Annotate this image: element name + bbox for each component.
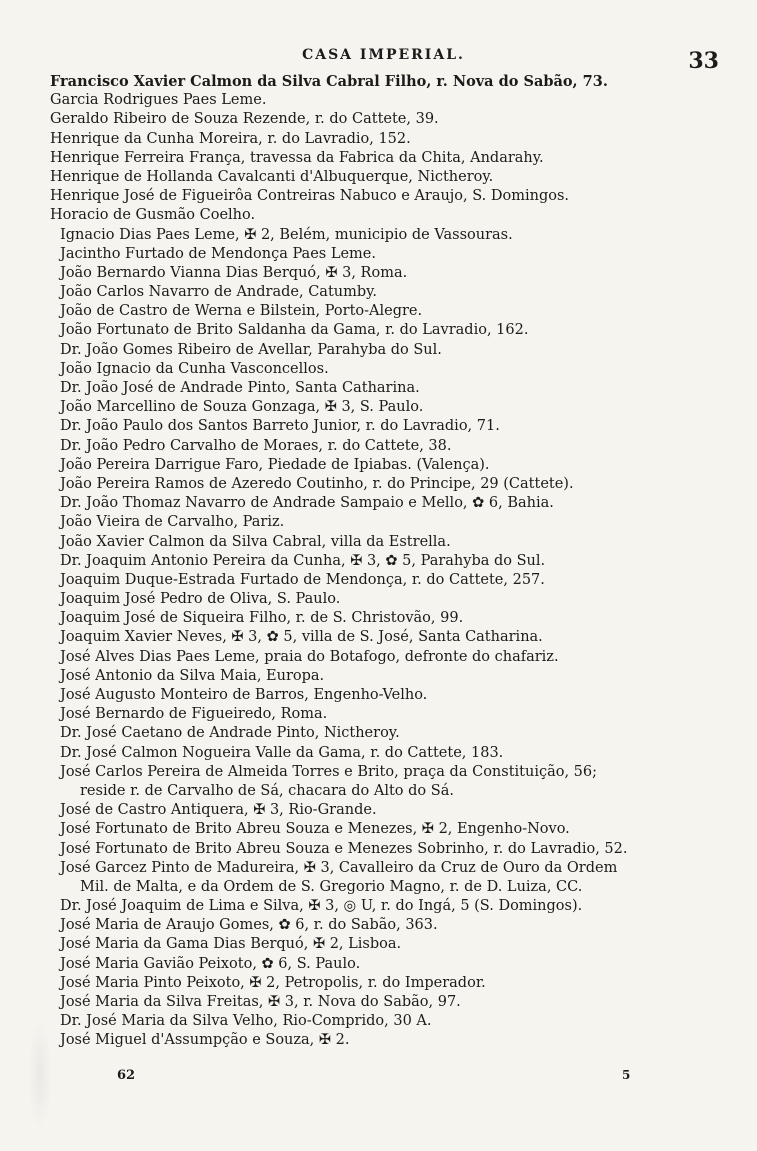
list-item: Geraldo Ribeiro de Souza Rezende, r. do Cattete, 39. [50, 111, 439, 128]
list-item: José Bernardo de Figueiredo, Roma. [60, 706, 328, 723]
list-item: Dr. João José de Andrade Pinto, Santa Catharina. [60, 380, 420, 396]
list-item: Joaquim José de Siqueira Filho, r. de S. Christovão, 99. [60, 610, 464, 627]
list-item: Garcia Rodrigues Paes Leme. [50, 92, 267, 109]
list-item: José Maria Gavião Peixoto, ✿ 6, S. Paulo. [60, 955, 361, 972]
list-item: João Fortunato de Brito Saldanha da Gama, r. do Lavradio, 162. [60, 322, 529, 339]
list-item: João Pereira Ramos de Azeredo Coutinho, r. do Principe, 29 (Cattete). [60, 475, 574, 492]
list-item: José Augusto Monteiro de Barros, Engenho-Velho. [60, 687, 428, 703]
list-item: Joaquim Xavier Neves, ✠ 3, ✿ 5, villa de S. José, Santa Catharina. [60, 629, 543, 646]
list-item: José Garcez Pinto de Madureira, ✠ 3, Cavalleiro da Cruz de Ouro da Ordem [60, 859, 618, 876]
signature-mark-right: 5 [622, 1068, 631, 1082]
list-item-continuation: reside r. de Carvalho de Sá, chacara do Alto do Sá. [80, 782, 454, 799]
list-item: José Maria de Araujo Gomes, ✿ 6, r. do Sabão, 363. [60, 917, 438, 934]
list-item: João de Castro de Werna e Bilstein, Porto-Alegre. [60, 303, 423, 320]
list-item: Joaquim José Pedro de Oliva, S. Paulo. [60, 591, 341, 608]
list-item: João Pereira Darrigue Faro, Piedade de Ipiabas. (Valença). [60, 456, 490, 473]
signature-mark-left: 62 [117, 1068, 136, 1083]
list-item: Jacintho Furtado de Mendonça Paes Leme. [60, 245, 376, 262]
header-title: CASA IMPERIAL. [302, 47, 465, 63]
list-item-continuation: Mil. de Malta, e da Ordem de S. Gregorio Magno, r. de D. Luiza, CC. [80, 878, 583, 895]
list-item: Henrique José de Figueirôa Contreiras Nabuco e Araujo, S. Domingos. [50, 188, 570, 205]
list-item: Henrique de Hollanda Cavalcanti d'Albuquerque, Nictheroy. [50, 168, 494, 185]
paper-stain [28, 1020, 52, 1130]
list-item: José Miguel d'Assumpção e Souza, ✠ 2. [60, 1032, 350, 1049]
list-item: José Maria da Silva Freitas, ✠ 3, r. Nova do Sabão, 97. [60, 994, 461, 1010]
page-number: 33 [688, 48, 719, 74]
list-item: José Maria Pinto Peixoto, ✠ 2, Petropolis, r. do Imperador. [60, 974, 486, 991]
list-item: Dr. João Thomaz Navarro de Andrade Sampaio e Mello, ✿ 6, Bahia. [60, 495, 554, 512]
list-item: José Fortunato de Brito Abreu Souza e Menezes, ✠ 2, Engenho-Novo. [60, 821, 570, 838]
list-item: Dr. João Paulo dos Santos Barreto Junior, r. do Lavradio, 71. [60, 418, 500, 435]
list-item: José Carlos Pereira de Almeida Torres e Brito, praça da Constituição, 56; [60, 763, 598, 780]
list-item: José Alves Dias Paes Leme, praia do Botafogo, defronte do chafariz. [60, 648, 559, 665]
list-item: João Xavier Calmon da Silva Cabral, villa da Estrella. [60, 533, 451, 550]
list-item: Dr. João Pedro Carvalho de Moraes, r. do Cattete, 38. [60, 437, 452, 454]
running-header [0, 44, 757, 66]
list-item: Horacio de Gusmão Coelho. [50, 207, 256, 224]
list-item: João Ignacio da Cunha Vasconcellos. [60, 360, 329, 377]
list-item: Henrique da Cunha Moreira, r. do Lavradio, 152. [50, 130, 411, 147]
list-item: José Fortunato de Brito Abreu Souza e Menezes Sobrinho, r. do Lavradio, 52. [60, 840, 628, 857]
list-item: Ignacio Dias Paes Leme, ✠ 2, Belém, municipio de Vassouras. [60, 226, 513, 243]
list-item: João Vieira de Carvalho, Pariz. [60, 514, 285, 531]
list-item: José Maria da Gama Dias Berquó, ✠ 2, Lisboa. [60, 936, 402, 953]
list-item: José Antonio da Silva Maia, Europa. [60, 667, 325, 684]
list-item: João Marcellino de Souza Gonzaga, ✠ 3, S. Paulo. [60, 399, 424, 416]
list-item: Joaquim Duque-Estrada Furtado de Mendonça, r. do Cattete, 257. [60, 571, 545, 588]
list-item: Dr. Joaquim Antonio Pereira da Cunha, ✠ 3, ✿ 5, Parahyba do Sul. [60, 552, 546, 569]
entry-list [50, 72, 715, 1051]
list-item: Francisco Xavier Calmon da Silva Cabral Filho, r. Nova do Sabão, 73. [50, 73, 608, 90]
list-item: João Carlos Navarro de Andrade, Catumby. [60, 284, 378, 301]
list-item: José de Castro Antiquera, ✠ 3, Rio-Grande. [60, 802, 377, 819]
list-item: Dr. José Caetano de Andrade Pinto, Nictheroy. [60, 725, 400, 742]
list-item: Dr. José Joaquim de Lima e Silva, ✠ 3, ◎ U, r. do Ingá, 5 (S. Domingos). [60, 898, 583, 915]
list-item: Henrique Ferreira França, travessa da Fabrica da Chita, Andarahy. [50, 149, 544, 166]
list-item: Dr. José Calmon Nogueira Valle da Gama, r. do Cattete, 183. [60, 744, 504, 761]
list-item: Dr. José Maria da Silva Velho, Rio-Comprido, 30 A. [60, 1013, 432, 1030]
list-item: João Bernardo Vianna Dias Berquó, ✠ 3, Roma. [60, 264, 408, 281]
list-item: Dr. João Gomes Ribeiro de Avellar, Parahyba do Sul. [60, 341, 442, 358]
